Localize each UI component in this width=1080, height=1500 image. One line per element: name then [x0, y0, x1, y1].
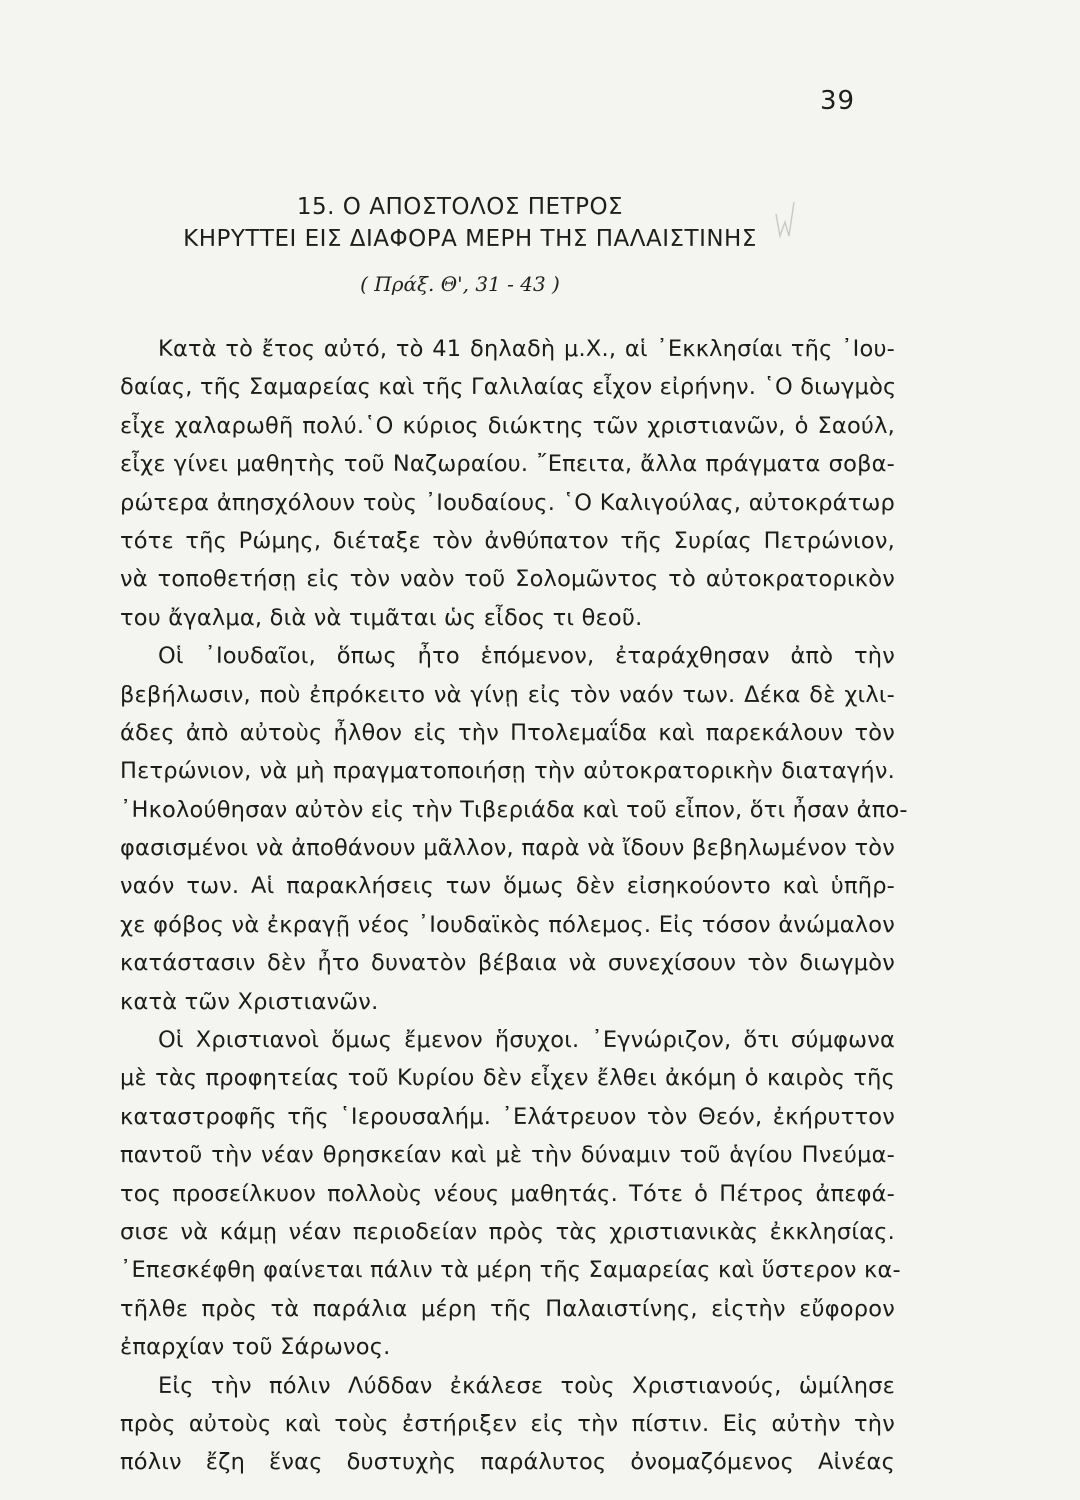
text-line: Οἱ ᾿Ιουδαῖοι, ὅπως ἦτο ἑπόμενον, ἐταράχθησαν ἀπὸ τὴν: [158, 643, 895, 670]
paragraph: [120, 1367, 895, 1482]
text-line: καταστροφῆς τῆς ῾Ιερουσαλήμ. ᾿Ελάτρευον τὸν Θεόν, ἐκήρυττον: [120, 1103, 895, 1130]
text-line: ᾿Επεσκέφθη φαίνεται πάλιν τὰ μέρη τῆς Σαμαρείας καὶ ὕστερον κα-: [120, 1257, 901, 1284]
text-line: τῆλθε πρὸς τὰ παράλια μέρη τῆς Παλαιστίνης, εἰςτὴν εὔφορον: [120, 1295, 895, 1322]
text-line: Εἰς τὴν πόλιν Λύδδαν ἐκάλεσε τοὺς Χριστιανούς, ὡμίλησε: [158, 1372, 895, 1399]
text-line: κατὰ τῶν Χριστιανῶν.: [120, 988, 379, 1015]
text-line: εἶχε γίνει μαθητὴς τοῦ Ναζωραίου. ῎Επειτα, ἄλλα πράγματα σοβα-: [120, 451, 895, 478]
text-line: φασισμένοι νὰ ἀποθάνουν μᾶλλον, παρὰ νὰ ἴδουν βεβηλωμένον τὸν: [120, 835, 895, 862]
pencil-mark-icon: [770, 196, 800, 246]
paragraph: [120, 637, 908, 1021]
text-line: μὲ τὰς προφητείας τοῦ Κυρίου δὲν εἶχεν ἔλθει ἀκόμη ὁ καιρὸς τῆς: [120, 1065, 895, 1092]
text-line: εἶχε χαλαρωθῆ πολύ.῾Ο κύριος διώκτης τῶν χριστιανῶν, ὁ Σαούλ,: [120, 412, 895, 439]
page-number: 39: [820, 86, 856, 116]
text-line: χε φόβος νὰ ἐκραγῇ νέος ᾿Ιουδαϊκὸς πόλεμος. Εἰς τόσον ἀνώμαλον: [120, 911, 895, 938]
text-line: ρώτερα ἀπησχόλουν τοὺς ᾿Ιουδαίους. ῾Ο Καλιγούλας, αὐτοκράτωρ: [120, 489, 895, 516]
text-line: σισε νὰ κάμῃ νέαν περιοδείαν πρὸς τὰς χριστιανικὰς ἐκκλησίας.: [120, 1218, 895, 1245]
text-line: Πετρώνιον, νὰ μὴ πραγματοποιήσῃ τὴν αὐτοκρατορικὴν διαταγήν.: [120, 758, 895, 785]
text-line: Κατὰ τὸ ἔτος αὐτό, τὸ 41 δηλαδὴ μ.Χ., αἱ ᾿Εκκλησίαι τῆς ᾿Ιου-: [158, 336, 895, 362]
text-line: κατάστασιν δὲν ἦτο δυνατὸν βέβαια νὰ συνεχίσουν τὸν διωγμὸν: [120, 950, 895, 977]
text-line: τότε τῆς Ρώμης, διέταξε τὸν ἀνθύπατον τῆς Συρίας Πετρώνιον,: [120, 527, 895, 554]
text-line: ᾿Ηκολούθησαν αὐτὸν εἰς τὴν Τιβεριάδα καὶ τοῦ εἶπον, ὅτι ἦσαν ἀπο-: [120, 796, 908, 823]
text-line: Οἱ Χριστιανοὶ ὅμως ἔμενον ἥσυχοι. ᾿Εγνώριζον, ὅτι σύμφωνα: [158, 1027, 895, 1054]
scripture-reference: ( Πράξ. Θ', 31 - 43 ): [360, 272, 560, 296]
text-line: άδες ἀπὸ αὐτοὺς ἦλθον εἰς τὴν Πτολεμαΐδα καὶ παρεκάλουν τὸν: [120, 719, 895, 746]
text-line: βεβήλωσιν, ποὺ ἐπρόκειτο νὰ γίνῃ εἰς τὸν ναόν των. Δέκα δὲ χιλι-: [120, 681, 895, 708]
text-line: ἐπαρχίαν τοῦ Σάρωνος.: [120, 1334, 391, 1361]
text-line: ναόν των. Αἱ παρακλήσεις των ὅμως δὲν εἰσηκούοντο καὶ ὑπῆρ-: [120, 873, 895, 900]
text-line: του ἄγαλμα, διὰ νὰ τιμᾶται ὡς εἶδος τι θεοῦ.: [120, 604, 643, 631]
text-line: πόλιν ἔζη ἕνας δυστυχὴς παράλυτος ὀνομαζόμενος Αἰνέας: [120, 1449, 895, 1476]
paragraph: [120, 1021, 901, 1367]
chapter-heading-line-1: 15. Ο ΑΠΟΣΤΟΛΟΣ ΠΕΤΡΟΣ: [296, 194, 624, 220]
text-line: δαίας, τῆς Σαμαρείας καὶ τῆς Γαλιλαίας εἶχον εἰρήνην. ῾Ο διωγμὸς: [120, 374, 897, 401]
text-line: τος προσείλκυον πολλοὺς νέους μαθητάς. Τότε ὁ Πέτρος ἀπεφά-: [120, 1180, 895, 1207]
body-text: [120, 330, 908, 1482]
text-line: παντοῦ τὴν νέαν θρησκείαν καὶ μὲ τὴν δύναμιν τοῦ ἁγίου Πνεύμα-: [120, 1142, 895, 1169]
paragraph: [120, 330, 895, 637]
text-line: νὰ τοποθετήσῃ εἰς τὸν ναὸν τοῦ Σολομῶντος τὸ αὐτοκρατορικὸν: [120, 566, 895, 593]
chapter-heading-line-2: ΚΗΡΥΤΤΕΙ ΕΙΣ ΔΙΑΦΟΡΑ ΜΕΡΗ ΤΗΣ ΠΑΛΑΙΣΤΙΝΗΣ: [183, 226, 757, 252]
text-line: πρὸς αὐτοὺς καὶ τοὺς ἐστήριξεν εἰς τὴν πίστιν. Εἰς αὐτὴν τὴν: [120, 1410, 895, 1437]
